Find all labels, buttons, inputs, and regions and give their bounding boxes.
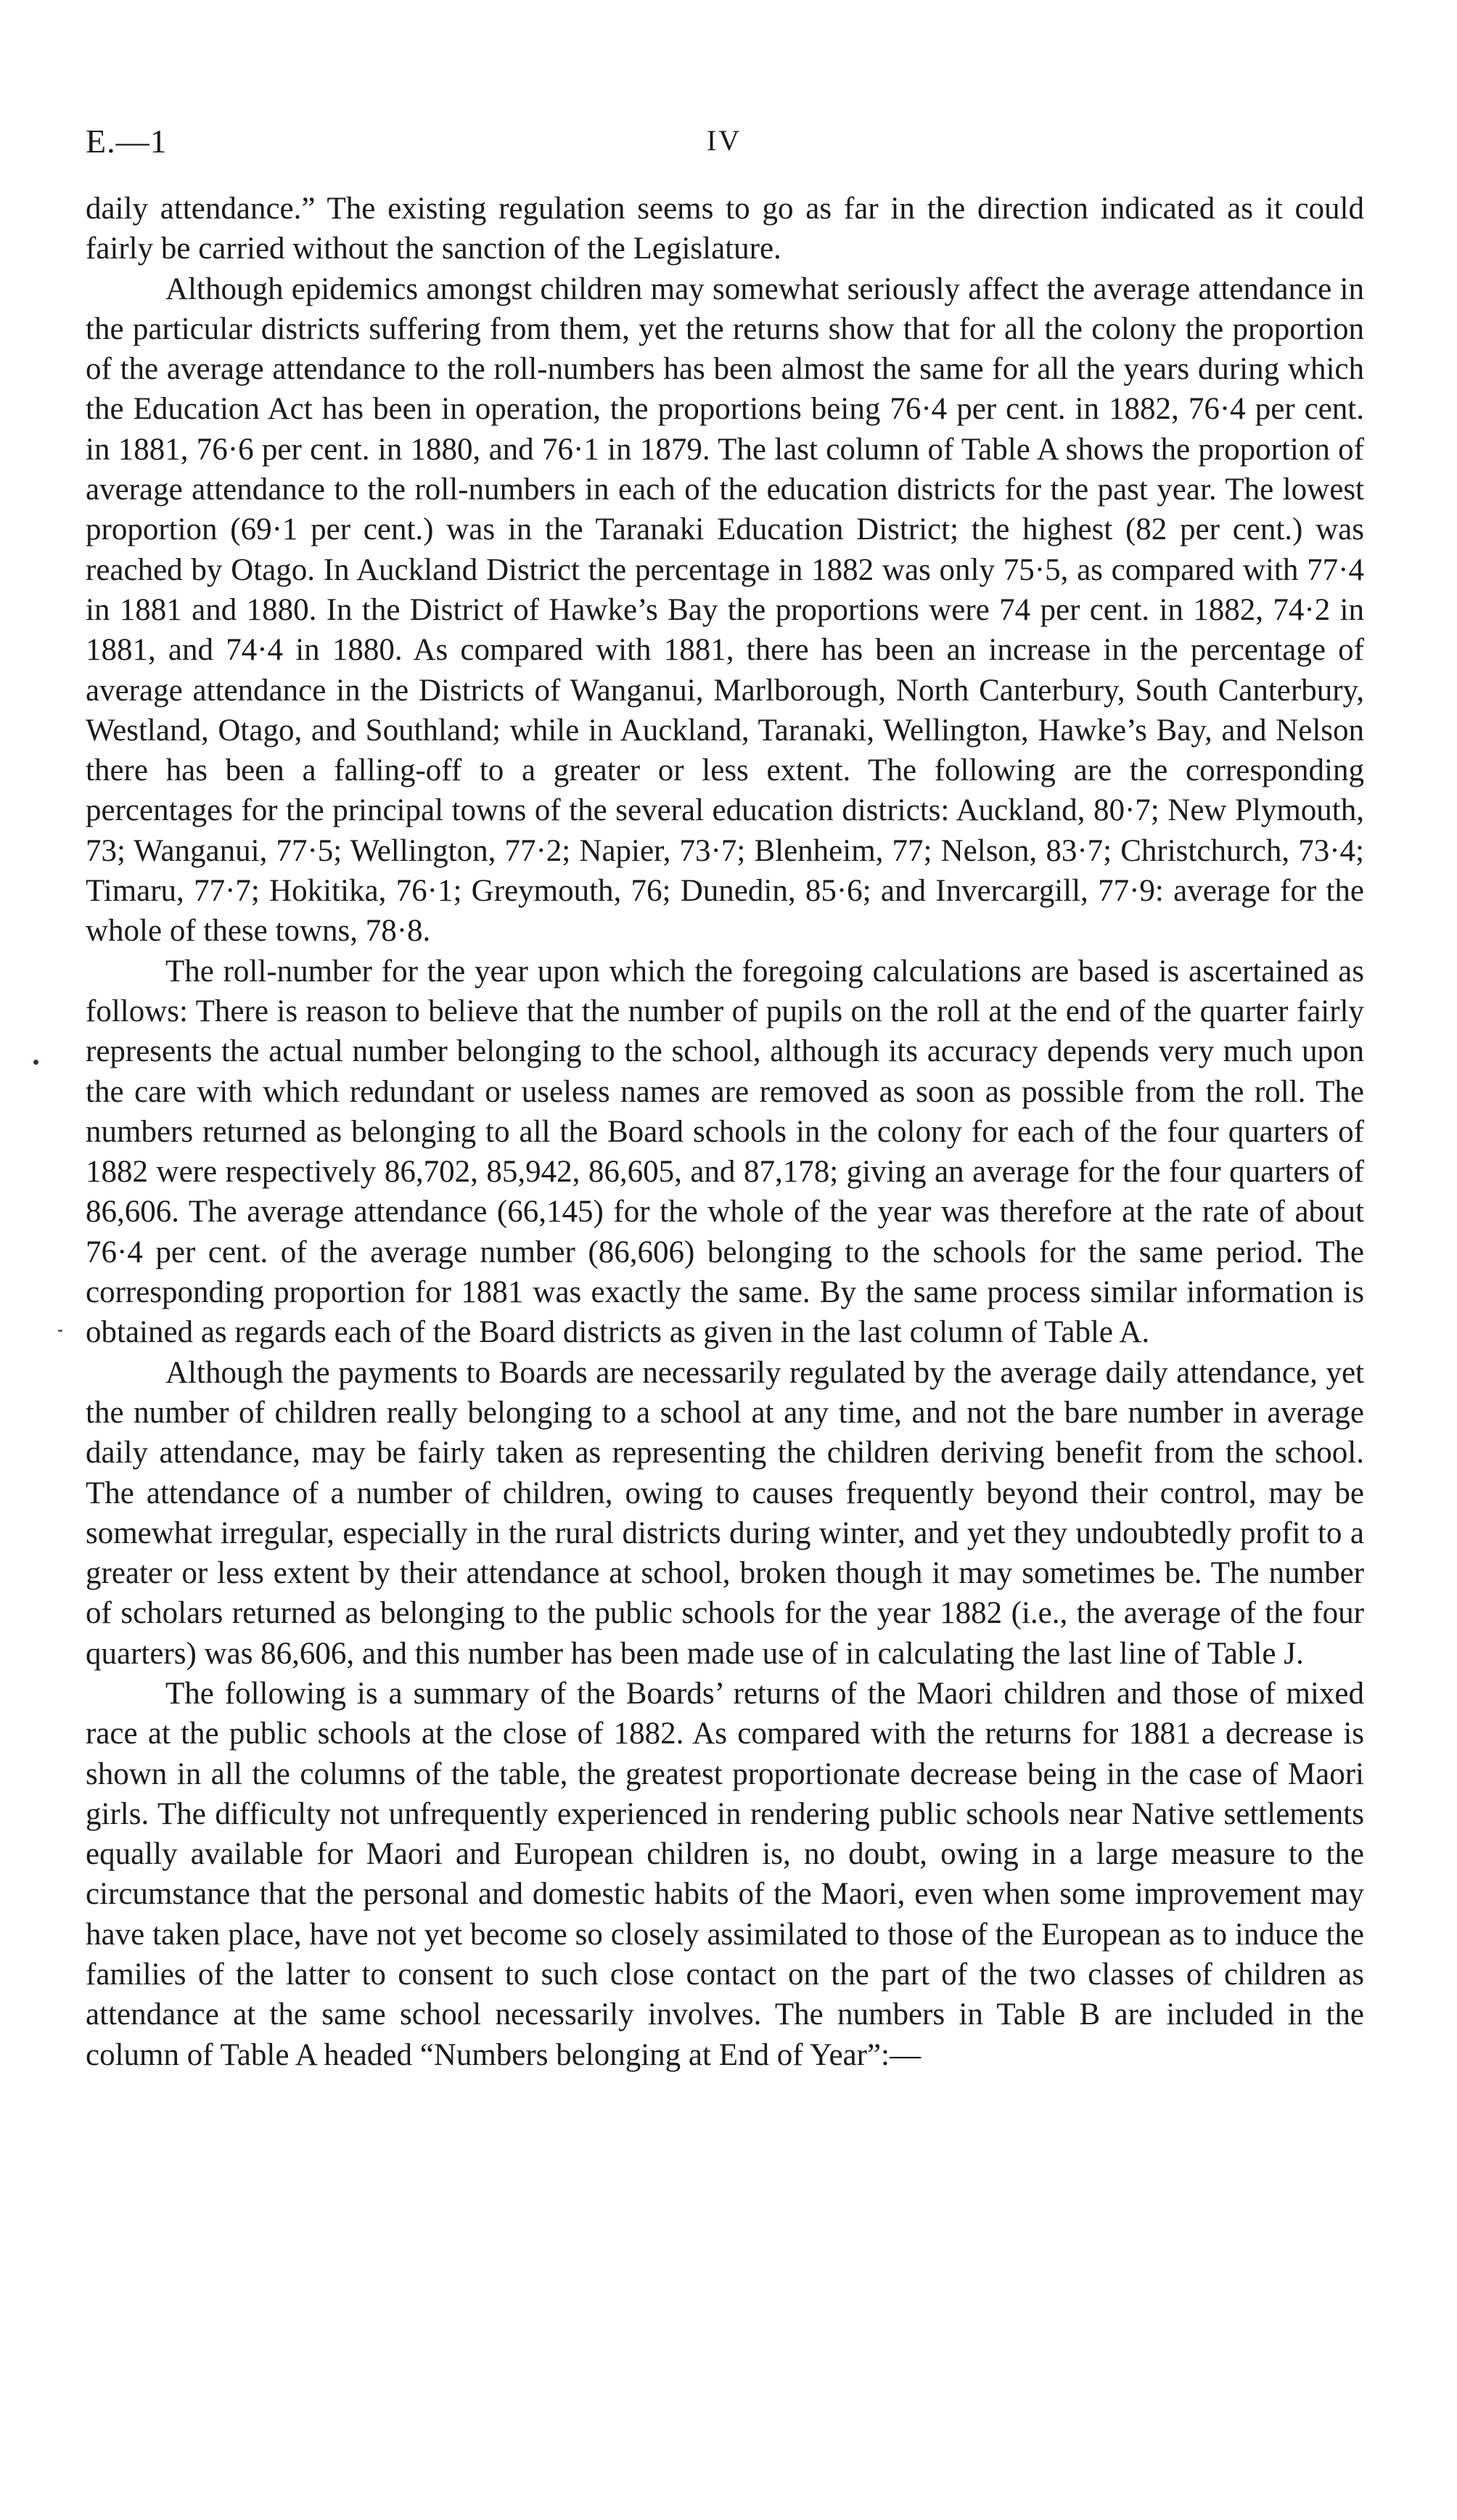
page-number: IV bbox=[706, 124, 742, 157]
paragraph-attendance-proportions: Although epidemics amongst children may somewhat seriously affect the average attendance in the particular districts suffering from them, yet the returns show that for all the colony the proportion of the average attendance to the roll-numbers has been almost the same for all the years during which the Education Act has been in operation, the proportions being 76·4 per cent. in 1882, 76·4 per cent. in 1881, 76·6 per cent. in 1880, and 76·1 in 1879. The last column of Table A shows the proportion of average attendance to the roll-numbers in each of the education districts for the past year. The lowest proportion (69·1 per cent.) was in the Taranaki Education District; the highest (82 per cent.) was reached by Otago. In Auckland District the percentage in 1882 was only 75·5, as compared with 77·4 in 1881 and 1880. In the District of Hawke’s Bay the proportions were 74 per cent. in 1882, 74·2 in 1881, and 74·4 in 1880. As compared with 1881, there has been an increase in the percentage of average attendance in the Districts of Wanganui, Marlborough, North Canterbury, South Canterbury, Westland, Otago, and Southland; while in Auckland, Taranaki, Wellington, Hawke’s Bay, and Nelson there has been a falling-off to a greater or less extent. The following are the corresponding percentages for the principal towns of the several education districts: Auckland, 80·7; New Plymouth, 73; Wanganui, 77·5; Wellington, 77·2; Napier, 73·7; Blenheim, 77; Nelson, 83·7; Christchurch, 73·4; Timaru, 77·7; Hokitika, 76·1; Greymouth, 76; Dunedin, 85·6; and Invercargill, 77·9: average for the whole of these towns, 78·8. bbox=[86, 271, 1364, 949]
paragraph-continuation: daily attendance.” The existing regulation seems to go as far in the direction indicated as it could fairly be carried without the sanction of the Legislature. bbox=[86, 192, 1364, 266]
document-reference: E.—1 bbox=[86, 123, 168, 160]
paragraph-maori-children: The following is a summary of the Boards’ returns of the Maori children and those of mixed race at the public schools at the close of 1882. As compared with the returns for 1881 a decrease is shown in all the columns of the table, the greatest proportionate decrease being in the case of Maori girls. The difficulty not unfrequently experienced in rendering public schools near Native settlements equally available for Maori and European children is, no doubt, owing in a large measure to the circumstance that the personal and domestic habits of the Maori, even when some improvement may have taken place, have not yet become so closely assimilated to those of the European as to induce the families of the latter to consent to such close contact on the part of the two classes of children as attendance at the same school necessarily involves. The numbers in Table B are included in the column of Table A headed “Numbers belonging at End of Year”:— bbox=[86, 1676, 1364, 2072]
paragraph-payments-to-boards: Although the payments to Boards are necessarily regulated by the average daily attendance, yet the number of children really belonging to a school at any time, and not the bare number in average daily attendance, may be fairly taken as representing the children deriving benefit from the school. The attendance of a number of children, owing to causes frequently beyond their control, may be somewhat irregular, especially in the rural districts during winter, and yet they undoubtedly profit to a greater or less extent by their attendance at school, broken though it may sometimes be. The number of scholars returned as belonging to the public schools for the year 1882 (i.e., the average of the four quarters) was 86,606, and this number has been made use of in calculating the last line of Table J. bbox=[86, 1355, 1364, 1671]
margin-mark bbox=[33, 1060, 38, 1065]
margin-mark bbox=[58, 1330, 62, 1332]
page-header bbox=[86, 122, 1363, 173]
body-text bbox=[86, 189, 1364, 2075]
paragraph-roll-number: The roll-number for the year upon which the foregoing calculations are based is ascertained as follows: There is reason to believe that the number of pupils on the roll at the end of the quarter fairly represents the actual number belonging to the school, although its accuracy depends very much upon the care with which redundant or useless names are removed as soon as possible from the roll. The numbers returned as belonging to all the Board schools in the colony for each of the four quarters of 1882 were respectively 86,702, 85,942, 86,605, and 87,178; giving an average for the four quarters of 86,606. The average attendance (66,145) for the whole of the year was therefore at the rate of about 76·4 per cent. of the average number (86,606) belonging to the schools for the same period. The corresponding proportion for 1881 was exactly the same. By the same process similar information is obtained as regards each of the Board districts as given in the last column of Table A. bbox=[86, 954, 1364, 1350]
